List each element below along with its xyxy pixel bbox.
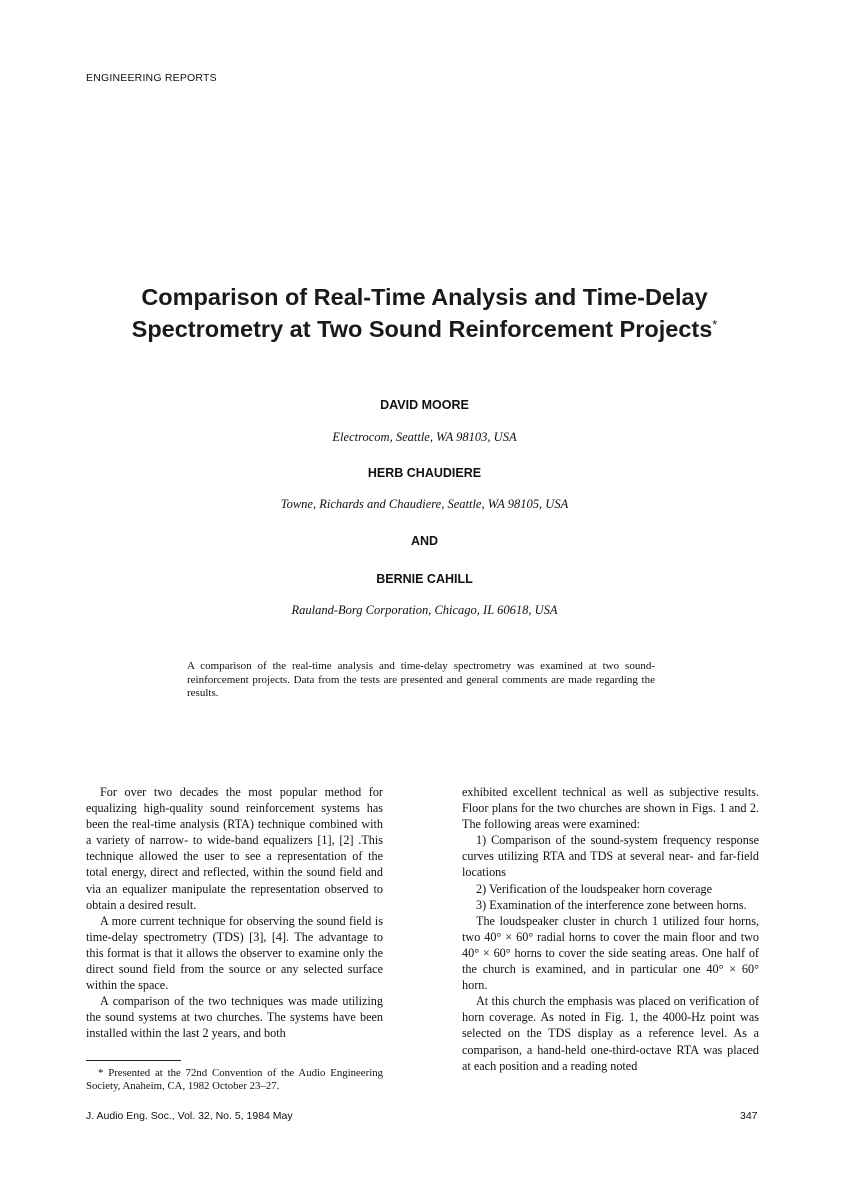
body-column-right: [462, 784, 759, 1074]
author-affiliation: Electrocom, Seattle, WA 98103, USA: [332, 430, 517, 444]
journal-citation: J. Audio Eng. Soc., Vol. 32, No. 5, 1984 May: [86, 1110, 293, 1122]
author-affiliation: Towne, Richards and Chaudiere, Seattle, WA 98105, USA: [280, 497, 569, 511]
footnote-rule: [86, 1060, 181, 1061]
body-paragraph: A comparison of the two techniques was made utilizing the sound systems at two churches. The systems have been installed within the last 2 years, and both: [86, 994, 383, 1041]
and-separator: AND: [410, 534, 439, 548]
list-item: 1) Comparison of the sound-system frequency response curves utilizing RTA and TDS at several near- and far-field locations: [462, 833, 759, 880]
body-paragraph: A more current technique for observing the sound field is time-delay spectrometry (TDS) [3], [4]. The advantage to this format is that it allows the observer to examine only the direct sound field from the source or any selected surface within the space.: [86, 913, 383, 993]
body-paragraph: exhibited excellent technical as well as subjective results. Floor plans for the two churches are shown in Figs. 1 and 2. The following areas were examined:: [462, 785, 759, 832]
author-affiliation: Rauland-Borg Corporation, Chicago, IL 60618, USA: [291, 603, 558, 617]
body-column-left: [86, 784, 383, 1042]
list-item: 3) Examination of the interference zone between horns.: [476, 897, 747, 912]
list-item: 2) Verification of the loudspeaker horn coverage: [476, 881, 712, 896]
author-name: DAVID MOORE: [380, 398, 469, 412]
page-number: 347: [740, 1110, 758, 1122]
footnote: * Presented at the 72nd Convention of the Audio Engineering Society, Anaheim, CA, 1982 October 23–27.: [86, 1067, 383, 1092]
title-line-1: Comparison of Real-Time Analysis and Time-Delay: [141, 284, 708, 310]
title-line-2: Spectrometry at Two Sound Reinforcement Projects: [131, 316, 713, 342]
body-paragraph: For over two decades the most popular method for equalizing high-quality sound reinforcement systems has been the real-time analysis (RTA) technique combined with a variety of narrow- to wide-band equalizers [1], [2] .This technique allowed the user to see a representation of the total energy, direct and reflected, within the sound field and via an equalizer manipulate the representation observed to obtain a desired result.: [86, 785, 383, 912]
author-name: HERB CHAUDIERE: [367, 466, 482, 480]
paper-title: [60, 281, 789, 345]
title-footnote-mark: *: [712, 317, 718, 332]
running-header: ENGINEERING REPORTS: [86, 72, 217, 84]
body-paragraph: At this church the emphasis was placed on verification of horn coverage. As noted in Fig. 1, the 4000-Hz point was selected on the TDS display as a reference level. As a comparison, a hand-held one-third-octave RTA was placed at each position and a reading noted: [462, 994, 759, 1073]
abstract: A comparison of the real-time analysis and time-delay spectrometry was examined at two sound-reinforcement projects. Data from the tests are presented and general comments are made regarding the results.: [187, 660, 655, 699]
author-name: BERNIE CAHILL: [376, 572, 473, 586]
body-paragraph: The loudspeaker cluster in church 1 utilized four horns, two 40° × 60° radial horns to cover the main floor and two 40° × 60° horns to cover the side seating areas. One half of the church is examined, and in particular one 40° × 60° horn.: [462, 913, 759, 993]
